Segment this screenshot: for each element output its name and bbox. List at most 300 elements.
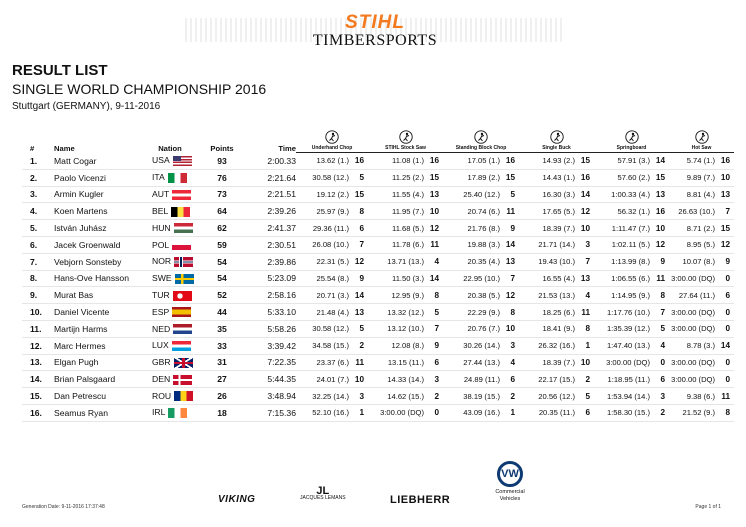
discipline-result bbox=[519, 354, 594, 371]
points: 54 bbox=[204, 270, 240, 287]
athlete-name: Koen Martens bbox=[44, 203, 136, 220]
flag-irl-icon bbox=[168, 408, 187, 418]
athlete-name: Daniel Vicente bbox=[44, 304, 136, 321]
discipline-result bbox=[296, 320, 368, 337]
result-time: 57.60 (2.) bbox=[617, 173, 650, 183]
result-points: 12 bbox=[580, 206, 590, 216]
result-time: 13.12 (10.) bbox=[387, 324, 424, 334]
result-time: 13.62 (1.) bbox=[316, 156, 349, 166]
result-points: 14 bbox=[429, 273, 439, 283]
discipline-result bbox=[669, 337, 734, 354]
result-points: 5 bbox=[510, 189, 515, 199]
discipline-result bbox=[296, 153, 368, 170]
result-time: 29.36 (11.) bbox=[312, 223, 349, 233]
athlete-name: István Juhász bbox=[44, 220, 136, 237]
discipline-result bbox=[519, 371, 594, 388]
discipline-result bbox=[368, 287, 443, 304]
result-points: 3 bbox=[510, 341, 515, 351]
result-points: 1 bbox=[585, 341, 590, 351]
result-points: 6 bbox=[585, 408, 590, 418]
result-time: 30.58 (12.) bbox=[312, 324, 349, 334]
result-time: 26.32 (16.) bbox=[538, 341, 575, 351]
nation-cell bbox=[136, 287, 204, 304]
discipline-result bbox=[669, 388, 734, 405]
result-time: 26.08 (10.) bbox=[312, 240, 349, 250]
result-time: 34.58 (15.) bbox=[312, 341, 349, 351]
flag-rou-icon bbox=[174, 391, 193, 401]
result-points: 7 bbox=[660, 307, 665, 317]
nation-cell bbox=[136, 270, 204, 287]
result-time: 11.68 (5.) bbox=[392, 223, 424, 233]
discipline-result bbox=[368, 320, 443, 337]
discipline-result bbox=[669, 404, 734, 421]
result-time: 21.48 (4.) bbox=[316, 307, 349, 317]
discipline-result bbox=[443, 304, 519, 321]
result-points: 15 bbox=[655, 173, 665, 183]
result-time: 1:13.99 (8.) bbox=[611, 257, 650, 267]
result-points: 0 bbox=[434, 408, 439, 418]
points: 64 bbox=[204, 203, 240, 220]
result-points: 8 bbox=[585, 324, 590, 334]
result-points: 6 bbox=[660, 374, 665, 384]
rank: 16. bbox=[22, 404, 44, 421]
nation-cell bbox=[136, 304, 204, 321]
result-time: 21.52 (9.) bbox=[682, 408, 715, 418]
result-points: 9 bbox=[660, 257, 665, 267]
result-points: 0 bbox=[725, 374, 730, 384]
rank: 8. bbox=[22, 270, 44, 287]
flag-swe-icon bbox=[175, 274, 194, 284]
result-points: 16 bbox=[655, 206, 665, 216]
total-time: 2:39.86 bbox=[240, 253, 296, 270]
result-time: 20.38 (5.) bbox=[467, 290, 500, 300]
nation-code: NOR bbox=[152, 256, 172, 267]
result-points: 4 bbox=[434, 257, 439, 267]
result-time: 1:14.95 (9.) bbox=[611, 290, 650, 300]
result-points: 8 bbox=[510, 307, 515, 317]
flag-den-icon bbox=[173, 375, 192, 385]
total-time: 3:39.42 bbox=[240, 337, 296, 354]
flag-nor-icon bbox=[174, 257, 193, 267]
discipline-result bbox=[669, 203, 734, 220]
result-points: 2 bbox=[359, 341, 364, 351]
nation-cell bbox=[136, 220, 204, 237]
flag-ned-icon bbox=[173, 324, 192, 334]
col-num: # bbox=[30, 143, 35, 153]
result-time: 18.39 (7.) bbox=[542, 357, 575, 367]
result-time: 21.53 (13.) bbox=[538, 290, 575, 300]
logo-series: TIMBERSPORTS bbox=[312, 32, 438, 49]
discipline-result bbox=[594, 354, 669, 371]
result-points: 10 bbox=[505, 324, 515, 334]
discipline-result bbox=[368, 153, 443, 170]
discipline-result bbox=[368, 371, 443, 388]
result-points: 16 bbox=[720, 156, 730, 166]
result-points: 7 bbox=[585, 257, 590, 267]
discipline-result bbox=[519, 186, 594, 203]
result-points: 7 bbox=[359, 240, 364, 250]
result-time: 3:00.00 (DQ) bbox=[606, 357, 650, 367]
discipline-result bbox=[443, 337, 519, 354]
result-points: 14 bbox=[505, 240, 515, 250]
result-time: 56.32 (1.) bbox=[617, 206, 650, 216]
rank: 3. bbox=[22, 186, 44, 203]
points: 76 bbox=[204, 169, 240, 186]
flag-esp-icon bbox=[172, 307, 191, 317]
result-points: 12 bbox=[720, 240, 730, 250]
result-time: 24.89 (11.) bbox=[463, 374, 500, 384]
table-row bbox=[22, 203, 734, 220]
result-time: 38.19 (15.) bbox=[463, 391, 500, 401]
result-points: 15 bbox=[580, 156, 590, 166]
discipline-result bbox=[296, 388, 368, 405]
discipline-result bbox=[669, 236, 734, 253]
nation-code: ITA bbox=[152, 172, 165, 183]
nation-code: DEN bbox=[152, 373, 171, 384]
result-points: 16 bbox=[429, 156, 439, 166]
result-points: 11 bbox=[355, 357, 364, 367]
result-points: 3 bbox=[434, 374, 439, 384]
discipline-result bbox=[594, 169, 669, 186]
stihl-timbersports-logo bbox=[300, 14, 450, 54]
athlete-name: Jacek Groenwald bbox=[44, 236, 136, 253]
result-points: 3 bbox=[660, 391, 665, 401]
page-number: Page 1 of 1 bbox=[695, 504, 721, 510]
total-time: 2:21.51 bbox=[240, 186, 296, 203]
discipline-result bbox=[519, 337, 594, 354]
result-time: 17.89 (2.) bbox=[467, 173, 500, 183]
points: 93 bbox=[204, 153, 240, 170]
discipline-result bbox=[594, 388, 669, 405]
discipline-result bbox=[443, 186, 519, 203]
result-points: 8 bbox=[359, 206, 364, 216]
event-title: SINGLE WORLD CHAMPIONSHIP 2016 bbox=[12, 81, 267, 97]
result-points: 6 bbox=[434, 357, 439, 367]
nation-cell bbox=[136, 253, 204, 270]
result-time: 8.71 (2.) bbox=[686, 223, 715, 233]
total-time: 2:00.33 bbox=[240, 153, 296, 170]
result-time: 13.71 (13.) bbox=[387, 257, 424, 267]
discipline-result bbox=[368, 236, 443, 253]
discipline-result bbox=[368, 203, 443, 220]
col-single-buck: Single Buck bbox=[519, 128, 594, 153]
liebherr-logo: LIEBHERR bbox=[390, 494, 451, 506]
discipline-result bbox=[368, 253, 443, 270]
result-points: 13 bbox=[720, 189, 730, 199]
jacques-lemans-logo bbox=[300, 485, 346, 502]
result-time: 22.29 (9.) bbox=[467, 307, 500, 317]
result-time: 8.78 (3.) bbox=[686, 341, 715, 351]
rank: 14. bbox=[22, 371, 44, 388]
result-points: 7 bbox=[725, 206, 730, 216]
result-points: 3 bbox=[359, 391, 364, 401]
table-row bbox=[22, 320, 734, 337]
rank: 9. bbox=[22, 287, 44, 304]
result-time: 1:58.30 (15.) bbox=[606, 408, 650, 418]
result-time: 5.74 (1.) bbox=[686, 156, 715, 166]
flag-ita-icon bbox=[168, 173, 187, 183]
discipline-result bbox=[296, 371, 368, 388]
nation-cell bbox=[136, 404, 204, 421]
vw-icon: VW bbox=[497, 461, 523, 487]
total-time: 5:58.26 bbox=[240, 320, 296, 337]
nation-cell bbox=[136, 388, 204, 405]
nation-cell bbox=[136, 337, 204, 354]
discipline-result bbox=[594, 253, 669, 270]
points: 26 bbox=[204, 388, 240, 405]
result-time: 1:47.40 (13.) bbox=[606, 341, 650, 351]
result-time: 30.26 (14.) bbox=[463, 341, 500, 351]
table-row bbox=[22, 371, 734, 388]
table-row bbox=[22, 304, 734, 321]
result-points: 13 bbox=[655, 189, 665, 199]
viking-logo: VIKING bbox=[218, 494, 256, 505]
result-points: 12 bbox=[655, 240, 665, 250]
result-points: 6 bbox=[725, 290, 730, 300]
result-points: 0 bbox=[725, 357, 730, 367]
discipline-result bbox=[669, 186, 734, 203]
result-time: 27.64 (11.) bbox=[678, 290, 715, 300]
result-points: 12 bbox=[354, 257, 364, 267]
nation-code: ROU bbox=[152, 390, 172, 401]
points: 73 bbox=[204, 186, 240, 203]
result-time: 24.01 (7.) bbox=[316, 374, 349, 384]
discipline-result bbox=[594, 287, 669, 304]
discipline-result bbox=[594, 320, 669, 337]
points: 54 bbox=[204, 253, 240, 270]
discipline-result bbox=[368, 270, 443, 287]
discipline-result bbox=[296, 287, 368, 304]
rank: 15. bbox=[22, 388, 44, 405]
result-time: 20.76 (7.) bbox=[467, 324, 500, 334]
discipline-result bbox=[443, 236, 519, 253]
discipline-result bbox=[519, 220, 594, 237]
result-points: 7 bbox=[434, 324, 439, 334]
result-time: 12.08 (8.) bbox=[391, 341, 424, 351]
discipline-result bbox=[519, 320, 594, 337]
underhand-chop-icon bbox=[325, 130, 339, 144]
result-time: 1:18.95 (11.) bbox=[607, 374, 650, 384]
springboard-icon bbox=[625, 130, 639, 144]
table-row bbox=[22, 153, 734, 170]
discipline-result bbox=[669, 354, 734, 371]
rank: 6. bbox=[22, 236, 44, 253]
result-points: 12 bbox=[505, 290, 515, 300]
discipline-result bbox=[669, 220, 734, 237]
discipline-result bbox=[443, 354, 519, 371]
flag-bel-icon bbox=[171, 207, 190, 217]
result-points: 7 bbox=[510, 273, 515, 283]
rank: 1. bbox=[22, 153, 44, 170]
discipline-result bbox=[443, 169, 519, 186]
result-time: 11.55 (4.) bbox=[392, 189, 424, 199]
result-time: 19.88 (3.) bbox=[467, 240, 500, 250]
result-points: 5 bbox=[660, 324, 665, 334]
result-time: 18.25 (6.) bbox=[542, 307, 575, 317]
discipline-result bbox=[368, 388, 443, 405]
result-time: 13.15 (11.) bbox=[387, 357, 424, 367]
nation-code: TUR bbox=[152, 289, 170, 300]
discipline-result bbox=[669, 253, 734, 270]
athlete-name: Murat Bas bbox=[44, 287, 136, 304]
points: 59 bbox=[204, 236, 240, 253]
points: 35 bbox=[204, 320, 240, 337]
discipline-result bbox=[296, 253, 368, 270]
result-points: 5 bbox=[585, 391, 590, 401]
discipline-result bbox=[443, 287, 519, 304]
nation-cell bbox=[136, 169, 204, 186]
col-name: Name bbox=[54, 143, 75, 153]
nation-cell bbox=[136, 186, 204, 203]
result-time: 22.95 (10.) bbox=[463, 273, 500, 283]
rank: 4. bbox=[22, 203, 44, 220]
result-points: 8 bbox=[660, 290, 665, 300]
points: 31 bbox=[204, 354, 240, 371]
result-points: 16 bbox=[505, 156, 515, 166]
result-time: 20.71 (3.) bbox=[316, 290, 349, 300]
result-points: 0 bbox=[660, 357, 665, 367]
result-time: 1:53.94 (14.) bbox=[606, 391, 650, 401]
result-time: 13.32 (12.) bbox=[387, 307, 424, 317]
result-points: 2 bbox=[434, 391, 439, 401]
result-points: 3 bbox=[585, 240, 590, 250]
nation-code: SWE bbox=[152, 273, 172, 284]
result-time: 23.37 (6.) bbox=[316, 357, 349, 367]
stock-saw-icon bbox=[399, 130, 413, 144]
result-time: 19.12 (2.) bbox=[316, 189, 349, 199]
discipline-result bbox=[368, 404, 443, 421]
discipline-result bbox=[443, 404, 519, 421]
athlete-name: Seamus Ryan bbox=[44, 404, 136, 421]
discipline-result bbox=[296, 270, 368, 287]
result-points: 4 bbox=[660, 341, 665, 351]
result-points: 8 bbox=[434, 290, 439, 300]
total-time: 2:21.64 bbox=[240, 169, 296, 186]
points: 52 bbox=[204, 287, 240, 304]
athlete-name: Vebjorn Sonsteby bbox=[44, 253, 136, 270]
result-time: 3:00.00 (DQ) bbox=[671, 324, 715, 334]
result-time: 14.33 (14.) bbox=[387, 374, 424, 384]
results-table bbox=[22, 128, 734, 422]
discipline-result bbox=[368, 186, 443, 203]
points: 18 bbox=[204, 404, 240, 421]
discipline-result bbox=[296, 304, 368, 321]
col-underhand-chop: Underhand Chop bbox=[296, 128, 368, 153]
result-points: 10 bbox=[720, 173, 730, 183]
discipline-result bbox=[669, 304, 734, 321]
discipline-result bbox=[594, 270, 669, 287]
single-buck-icon bbox=[550, 130, 564, 144]
hot-saw-icon bbox=[695, 130, 709, 144]
nation-code: LUX bbox=[152, 340, 169, 351]
result-points: 11 bbox=[656, 273, 665, 283]
result-time: 3:00.00 (DQ) bbox=[671, 273, 715, 283]
discipline-result bbox=[594, 371, 669, 388]
discipline-result bbox=[368, 169, 443, 186]
discipline-result bbox=[443, 153, 519, 170]
athlete-name: Matt Cogar bbox=[44, 153, 136, 170]
result-time: 10.07 (8.) bbox=[682, 257, 715, 267]
rank: 11. bbox=[22, 320, 44, 337]
athlete-name: Elgan Pugh bbox=[44, 354, 136, 371]
result-points: 15 bbox=[505, 173, 515, 183]
nation-cell bbox=[136, 203, 204, 220]
result-time: 17.05 (1.) bbox=[467, 156, 500, 166]
nation-code: USA bbox=[152, 155, 170, 166]
nation-cell bbox=[136, 354, 204, 371]
total-time: 2:58.16 bbox=[240, 287, 296, 304]
result-time: 20.35 (4.) bbox=[467, 257, 500, 267]
result-time: 3:00.00 (DQ) bbox=[380, 408, 424, 418]
standing-block-chop-icon bbox=[474, 130, 488, 144]
result-points: 9 bbox=[434, 341, 439, 351]
result-time: 3:00.00 (DQ) bbox=[671, 307, 715, 317]
nation-code: ESP bbox=[152, 306, 170, 317]
result-time: 11.08 (1.) bbox=[392, 156, 424, 166]
result-points: 0 bbox=[725, 324, 730, 334]
discipline-result bbox=[296, 354, 368, 371]
discipline-result bbox=[519, 253, 594, 270]
flag-tur-icon bbox=[173, 291, 192, 301]
col-stock-saw: STIHL Stock Saw bbox=[368, 128, 443, 153]
col-nation: Nation bbox=[158, 143, 182, 153]
result-points: 0 bbox=[725, 273, 730, 283]
result-points: 1 bbox=[510, 408, 515, 418]
result-time: 19.43 (10.) bbox=[538, 257, 575, 267]
nation-cell bbox=[136, 153, 204, 170]
athlete-name: Marc Hermes bbox=[44, 337, 136, 354]
table-row bbox=[22, 404, 734, 421]
discipline-result bbox=[368, 304, 443, 321]
nation-code: GBR bbox=[152, 357, 171, 368]
rank: 13. bbox=[22, 354, 44, 371]
total-time: 5:33.10 bbox=[240, 304, 296, 321]
result-points: 10 bbox=[580, 223, 590, 233]
result-time: 22.17 (15.) bbox=[538, 374, 575, 384]
total-time: 5:23.09 bbox=[240, 270, 296, 287]
page-title: RESULT LIST bbox=[12, 62, 108, 79]
result-time: 9.89 (7.) bbox=[686, 173, 715, 183]
discipline-result bbox=[519, 169, 594, 186]
result-points: 13 bbox=[354, 307, 364, 317]
athlete-name: Hans-Ove Hansson bbox=[44, 270, 136, 287]
nation-code: NED bbox=[152, 323, 171, 334]
col-hot-saw: Hot Saw bbox=[669, 128, 734, 153]
discipline-result bbox=[594, 337, 669, 354]
discipline-result bbox=[519, 153, 594, 170]
discipline-result bbox=[669, 320, 734, 337]
discipline-result bbox=[594, 153, 669, 170]
nation-code: POL bbox=[152, 239, 170, 250]
col-standing-block-chop: Standing Block Chop bbox=[443, 128, 519, 153]
points: 62 bbox=[204, 220, 240, 237]
discipline-result bbox=[443, 371, 519, 388]
result-points: 6 bbox=[510, 374, 515, 384]
result-points: 13 bbox=[505, 257, 515, 267]
result-points: 14 bbox=[655, 156, 665, 166]
discipline-result bbox=[669, 287, 734, 304]
result-time: 43.09 (16.) bbox=[463, 408, 500, 418]
result-time: 12.95 (9.) bbox=[391, 290, 424, 300]
discipline-result bbox=[296, 169, 368, 186]
table-row bbox=[22, 220, 734, 237]
result-time: 18.39 (7.) bbox=[542, 223, 575, 233]
result-points: 10 bbox=[429, 206, 439, 216]
total-time: 7:22.35 bbox=[240, 354, 296, 371]
result-points: 2 bbox=[585, 374, 590, 384]
discipline-result bbox=[443, 253, 519, 270]
result-time: 30.58 (12.) bbox=[312, 173, 349, 183]
